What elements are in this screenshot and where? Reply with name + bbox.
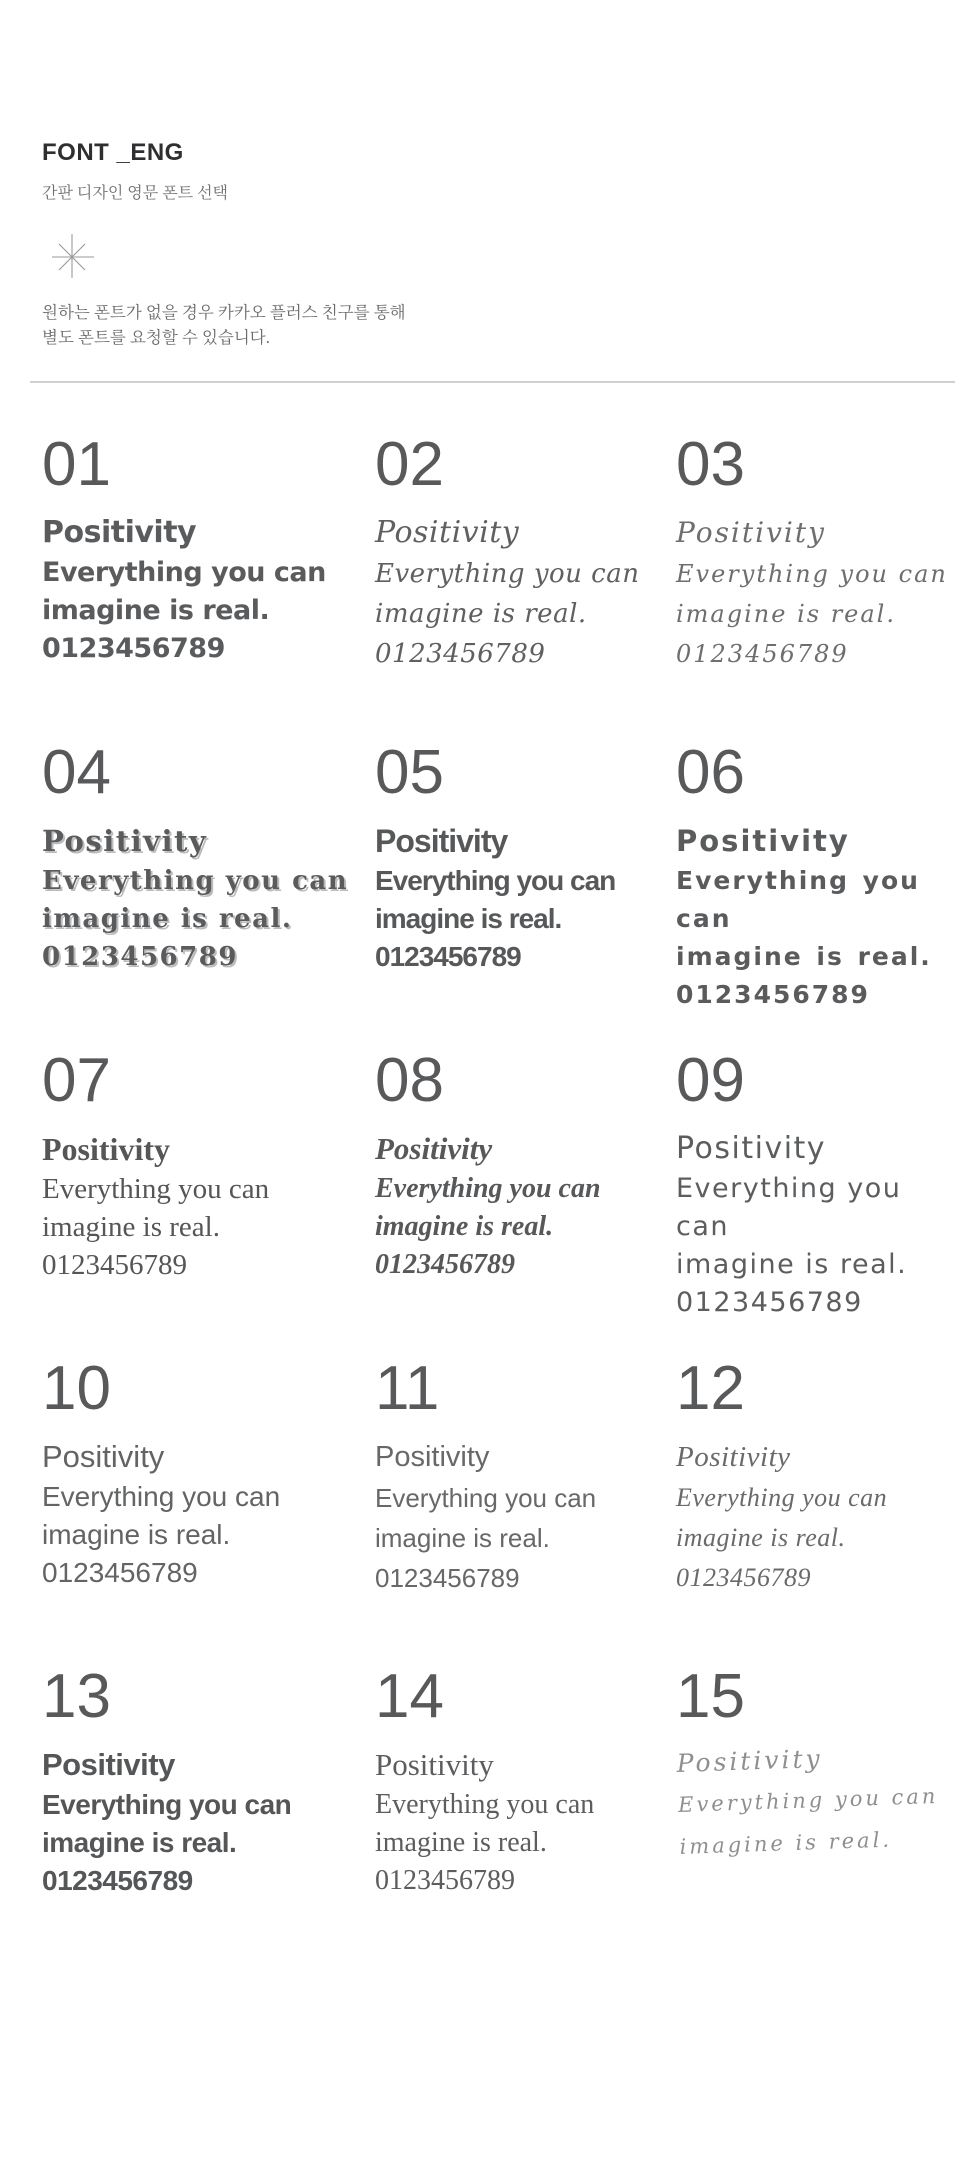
font-number-02: 02 [375, 430, 444, 499]
font-sample-02 [375, 430, 676, 741]
sample-line2: imagine is real. [375, 1523, 550, 1553]
sample-line2: imagine is real. [679, 1827, 893, 1859]
sample-line1: Everything you can [42, 557, 326, 588]
sample-line1: Everything you can [375, 1789, 595, 1820]
font-sample-12 [676, 1354, 960, 1665]
sample-digits: 0123456789 [676, 1287, 863, 1318]
sample-line1: Everything you can [42, 866, 349, 896]
sample-line1: Everything you can [375, 1483, 597, 1513]
page-title: FONT _ENG [42, 139, 184, 166]
sample-digits: 0123456789 [375, 1865, 515, 1896]
page-subtitle: 간판 디자인 영문 폰트 선택 [42, 185, 229, 202]
font-sample-text-12 [676, 1436, 960, 1598]
sample-line1: Everything you can [42, 1481, 281, 1512]
font-sample-text-14 [375, 1744, 676, 1900]
font-sample-08 [375, 1046, 676, 1357]
sample-line1: Everything you can [375, 865, 616, 896]
section-divider [30, 381, 955, 383]
font-number-05: 05 [375, 738, 444, 807]
sample-line1: Everything you can [42, 1173, 270, 1205]
font-sample-06 [676, 738, 960, 1049]
sample-line2: imagine is real. [676, 942, 932, 971]
sample-word: Positivity [42, 515, 197, 550]
sample-line1: Everything you can [676, 866, 920, 933]
sample-line1: Everything you can [676, 1483, 888, 1512]
sample-line1: Everything you can [676, 560, 948, 588]
sample-word: Positivity [676, 1131, 827, 1166]
font-sample-07 [42, 1046, 375, 1357]
font-number-06: 06 [676, 738, 745, 807]
font-number-09: 09 [676, 1046, 745, 1115]
font-sample-15 [676, 1662, 960, 1973]
sample-word: Positivity [375, 1441, 490, 1473]
sample-line2: imagine is real. [42, 595, 270, 626]
font-sample-text-04 [42, 820, 375, 976]
sample-word: Positivity [42, 1439, 165, 1474]
font-sample-11 [375, 1354, 676, 1665]
sample-digits: 0123456789 [375, 941, 521, 972]
font-sample-grid [42, 430, 960, 1973]
sample-word: Positivity [676, 516, 826, 549]
font-number-14: 14 [375, 1662, 444, 1731]
sample-digits: 0123456789 [375, 1563, 520, 1593]
font-number-11: 11 [375, 1354, 440, 1423]
font-sample-text-07 [42, 1128, 375, 1284]
font-sample-text-01 [42, 512, 375, 668]
sample-word: Positivity [676, 1743, 824, 1778]
sample-line2: imagine is real. [676, 1249, 908, 1280]
font-sample-03 [676, 430, 960, 741]
sample-line1: Everything you can [677, 1783, 939, 1817]
font-sample-text-06 [676, 820, 960, 1014]
sample-word: Positivity [375, 1747, 494, 1782]
font-sample-01 [42, 430, 375, 741]
font-number-08: 08 [375, 1046, 444, 1115]
font-number-07: 07 [42, 1046, 111, 1115]
sample-digits: 0123456789 [676, 1563, 811, 1592]
sample-digits: 0123456789 [42, 1249, 187, 1281]
font-sample-text-08 [375, 1128, 676, 1284]
sample-word: Positivity [676, 1441, 791, 1473]
sample-line2: imagine is real. [42, 1827, 237, 1858]
sample-word: Positivity [375, 515, 520, 550]
sample-line2: imagine is real. [375, 903, 562, 934]
font-sample-text-11 [375, 1436, 676, 1598]
font-number-10: 10 [42, 1354, 111, 1423]
sample-line1: Everything you can [42, 1789, 292, 1820]
sample-line2: imagine is real. [42, 1211, 220, 1243]
font-sample-text-15 [676, 1734, 960, 1868]
font-sample-13 [42, 1662, 375, 1973]
sample-line2: imagine is real. [676, 600, 896, 628]
font-sample-text-05 [375, 820, 676, 976]
font-number-03: 03 [676, 430, 745, 499]
font-sample-text-09 [676, 1128, 960, 1322]
font-sample-text-10 [42, 1436, 375, 1592]
sample-digits: 0123456789 [375, 1249, 515, 1280]
sample-line2: imagine is real. [375, 1211, 554, 1242]
font-selection-page [0, 138, 960, 1973]
sample-line2: imagine is real. [375, 1827, 547, 1858]
sample-line2: imagine is real. [42, 904, 293, 934]
font-number-13: 13 [42, 1662, 111, 1731]
font-sample-09 [676, 1046, 960, 1357]
font-number-15: 15 [676, 1662, 745, 1731]
sample-digits: 0123456789 [375, 639, 546, 669]
sample-word: Positivity [42, 1131, 170, 1167]
font-number-04: 04 [42, 738, 111, 807]
sample-word: Positivity [375, 823, 508, 859]
sample-line2: imagine is real. [676, 1523, 846, 1552]
font-number-12: 12 [676, 1354, 745, 1423]
font-number-01: 01 [42, 430, 111, 499]
font-sample-14 [375, 1662, 676, 1973]
font-sample-10 [42, 1354, 375, 1665]
sample-word: Positivity [676, 824, 850, 858]
sample-digits: 0123456789 [42, 1865, 193, 1896]
note-line-1: 원하는 폰트가 없을 경우 카카오 플러스 친구를 통해 [42, 303, 406, 322]
font-sample-text-02 [375, 512, 676, 674]
note-line-2: 별도 폰트를 요청할 수 있습니다. [42, 328, 270, 347]
font-sample-text-03 [676, 512, 960, 674]
sample-line1: Everything you can [375, 1173, 601, 1204]
sample-line1: Everything you can [375, 559, 640, 589]
sample-line2: imagine is real. [42, 1519, 231, 1550]
sample-digits: 0123456789 [42, 942, 238, 972]
font-sample-04 [42, 738, 375, 1049]
sample-digits: 0123456789 [676, 640, 849, 668]
sample-line1: Everything you can [676, 1173, 902, 1242]
sample-line2: imagine is real. [375, 599, 587, 629]
sample-word: Positivity [42, 1747, 175, 1782]
font-sample-text-13 [42, 1744, 375, 1900]
asterisk-icon [52, 232, 94, 278]
sample-digits: 0123456789 [42, 633, 225, 664]
sample-word: Positivity [42, 824, 208, 858]
sample-digits: 0123456789 [676, 980, 870, 1009]
font-sample-05 [375, 738, 676, 1049]
font-request-note [42, 300, 960, 350]
sample-digits: 0123456789 [42, 1557, 198, 1588]
sample-word: Positivity [375, 1131, 493, 1166]
